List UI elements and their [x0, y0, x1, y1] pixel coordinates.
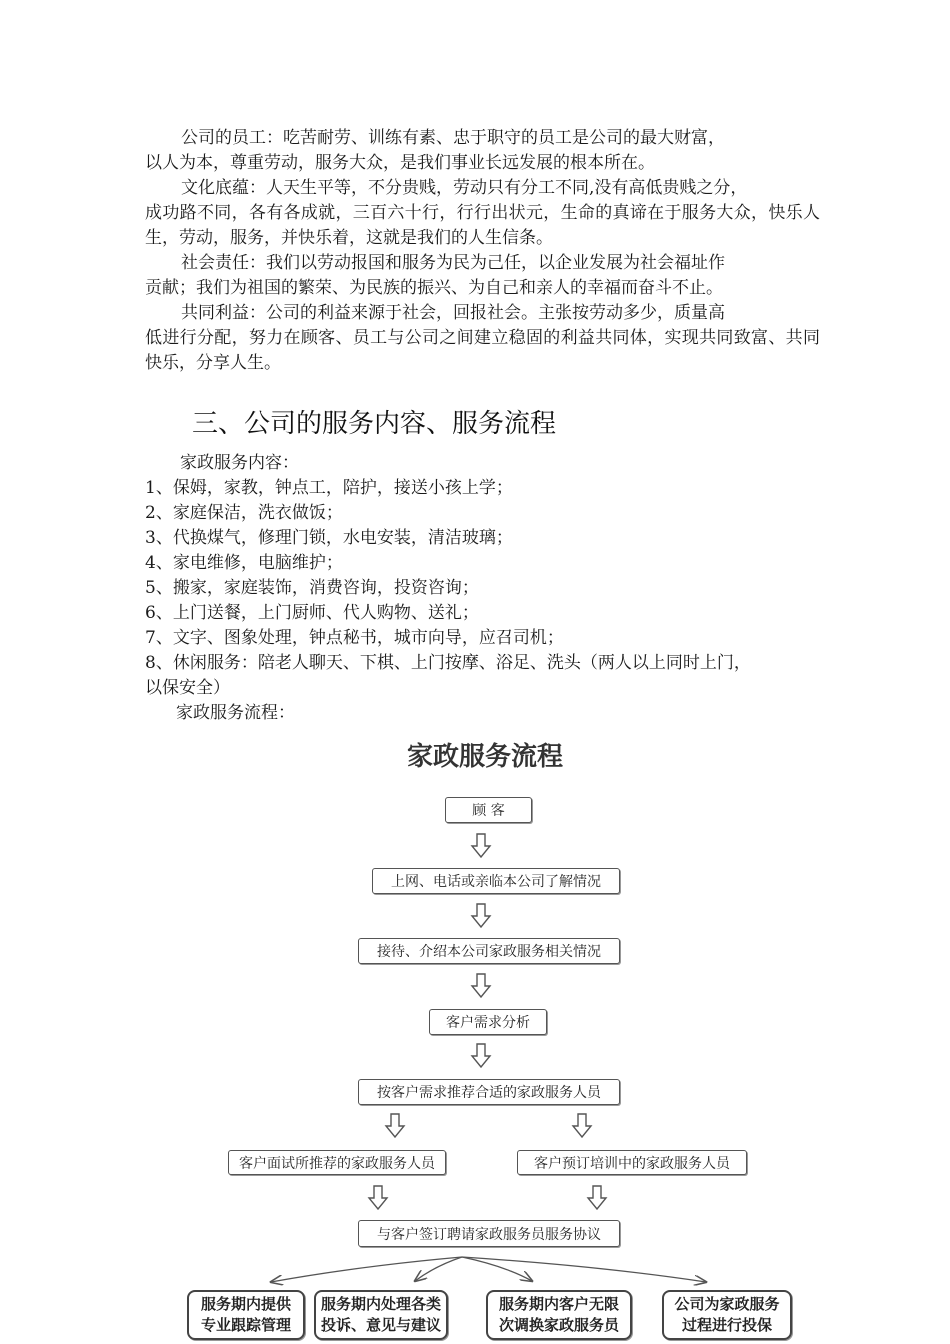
outcome-line: 投诉、意见与建议 — [320, 1316, 441, 1334]
flow-step-recommend: 按客户需求推荐合适的家政服务人员 — [358, 1079, 620, 1105]
flow-branch-reserve: 客户预订培训中的家政服务人员 — [517, 1150, 747, 1175]
outcome-line: 服务期内处理各类 — [320, 1295, 441, 1313]
section-heading: 三、公司的服务内容、服务流程 — [192, 409, 557, 439]
service-item: 6、上门送餐，上门厨师、代人购物、送礼； — [145, 603, 479, 623]
outcome-line: 公司为家政服务 — [674, 1295, 780, 1313]
flow-step-inquiry: 上网、电话或亲临本公司了解情况 — [372, 868, 620, 894]
flow-outcome-replacement — [486, 1290, 632, 1340]
outcome-line: 服务期内客户无限 — [498, 1295, 619, 1313]
service-item: 4、家电维修，电脑维护； — [145, 553, 343, 573]
service-item: 2、家庭保洁，洗衣做饭； — [145, 503, 343, 523]
paragraph-rest: 低进行分配，努力在顾客、员工与公司之间建立稳固的利益共同体，实现共同致富、共同快乐，分享人生。 — [145, 328, 820, 373]
flowchart-title: 家政服务流程 — [406, 742, 563, 772]
service-item: 7、文字、图象处理，钟点秘书，城市向导，应召司机； — [145, 628, 564, 648]
outcome-line: 过程进行投保 — [681, 1316, 772, 1334]
paragraph-rest: 成功路不同，各有各成就，三百六十行，行行出状元，生命的真谛在于服务大众，快乐人生，劳动，服务，并快乐着，这就是我们的人生信条。 — [145, 203, 820, 248]
flow-label: 家政服务流程： — [176, 703, 295, 723]
service-item: 以保安全） — [145, 678, 230, 698]
paragraph-first-line: 公司的员工：吃苦耐劳、训练有素、忠于职守的员工是公司的最大财富， — [181, 128, 725, 148]
service-item: 1、保姆，家教，钟点工，陪护，接送小孩上学； — [145, 478, 513, 498]
service-item: 5、搬家，家庭装饰，消费咨询，投资咨询； — [145, 578, 479, 598]
paragraph-rest: 贡献；我们为祖国的繁荣、为民族的振兴、为自己和亲人的幸福而奋斗不止。 — [145, 278, 723, 298]
services-label: 家政服务内容： — [180, 453, 299, 473]
outcome-line: 专业跟踪管理 — [200, 1316, 291, 1334]
flow-branch-interview: 客户面试所推荐的家政服务人员 — [228, 1150, 446, 1175]
outcome-line: 服务期内提供 — [200, 1295, 291, 1313]
paragraph-first-line: 社会责任：我们以劳动报国和服务为民为己任，以企业发展为社会福址作 — [181, 253, 725, 273]
paragraph-rest: 以人为本，尊重劳动，服务大众，是我们事业长远发展的根本所在。 — [145, 153, 655, 173]
flow-step-sign-agreement: 与客户签订聘请家政服务员服务协议 — [358, 1220, 620, 1247]
flow-outcome-insurance — [662, 1290, 792, 1340]
paragraph-first-line: 文化底蕴：人天生平等，不分贵贱，劳动只有分工不同,没有高低贵贱之分， — [181, 178, 748, 198]
service-item: 3、代换煤气，修理门锁，水电安装，清洁玻璃； — [145, 528, 513, 548]
flow-step-customer: 顾 客 — [445, 797, 532, 823]
flow-outcome-tracking — [187, 1290, 305, 1340]
paragraph-first-line: 共同利益：公司的利益来源于社会，回报社会。主张按劳动多少，质量高 — [181, 303, 725, 323]
flow-outcome-complaints — [314, 1290, 448, 1340]
fan-out-arrows — [271, 1257, 706, 1282]
outcome-line: 次调换家政服务员 — [498, 1316, 619, 1334]
flow-step-needs-analysis: 客户需求分析 — [429, 1009, 547, 1035]
service-item: 8、休闲服务：陪老人聊天、下棋、上门按摩、浴足、洗头（两人以上同时上门， — [145, 653, 751, 673]
flow-step-reception: 接待、介绍本公司家政服务相关情况 — [358, 938, 620, 964]
